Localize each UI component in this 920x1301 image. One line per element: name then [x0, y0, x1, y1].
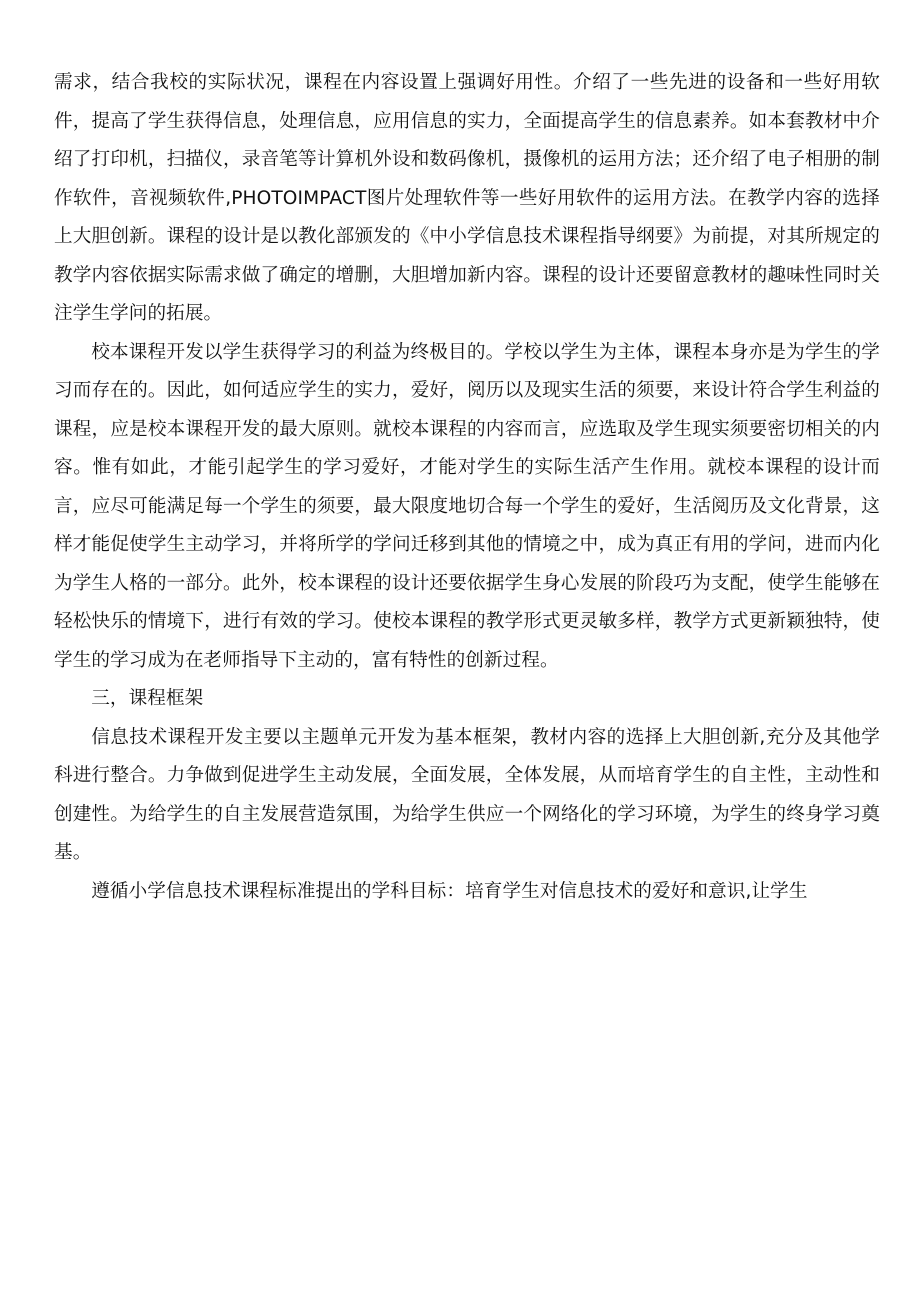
section-heading-curriculum-framework: 三，课程框架 [91, 688, 204, 709]
paragraph-subject-goals: 遵循小学信息技术课程标准提出的学科目标：培育学生对信息技术的爱好和意识,让学生 [91, 880, 808, 902]
paragraph-continuation: 需求，结合我校的实际状况，课程在内容设置上强调好用性。介绍了一些先进的设备和一些好用软件，提高了学生获得信息，处理信息，应用信息的实力，全面提高学生的信息素养。如本套教材中介绍了打印机，扫描仪，录音笔等计算机外设和数码像机，摄像机的运用方法；还介绍了电子相册的制作软件，音视频软件,PHOTOIMPACT图片处理软件等一些好用软件的运用方法。在教学内容的选择上大胆创新。课程的设计是以教化部颁发的《中小学信息技术课程指导纲要》为前提，对其所规定的教学内容依据实际需求做了确定的增删，大胆增加新内容。课程的设计还要留意教材的趣味性同时关注学生学问的拓展。 [54, 72, 880, 324]
paragraph-framework: 信息技术课程开发主要以主题单元开发为基本框架，教材内容的选择上大胆创新,充分及其他学科进行整合。力争做到促进学生主动发展，全面发展，全体发展，从而培育学生的自主性，主动性和创建性。为给学生的自主发展营造氛围，为给学生供应一个网络化的学习环境，为学生的终身学习奠基。 [54, 726, 880, 863]
paragraph-school-curriculum: 校本课程开发以学生获得学习的利益为终极目的。学校以学生为主体，课程本身亦是为学生的学习而存在的。因此，如何适应学生的实力，爱好，阅历以及现实生活的须要，来设计符合学生利益的课程，应是校本课程开发的最大原则。就校本课程的内容而言，应选取及学生现实须要密切相关的内容。惟有如此，才能引起学生的学习爱好，才能对学生的实际生活产生作用。就校本课程的设计而言，应尽可能满足每一个学生的须要，最大限度地切合每一个学生的爱好，生活阅历及文化背景，这样才能促使学生主动学习，并将所学的学问迁移到其他的情境之中，成为真正有用的学问，进而内化为学生人格的一部分。此外，校本课程的设计还要依据学生身心发展的阶段巧为支配，使学生能够在轻松快乐的情境下，进行有效的学习。使校本课程的教学形式更灵敏多样，教学方式更新颖独特，使学生的学习成为在老师指导下主动的，富有特性的创新过程。 [54, 341, 880, 671]
